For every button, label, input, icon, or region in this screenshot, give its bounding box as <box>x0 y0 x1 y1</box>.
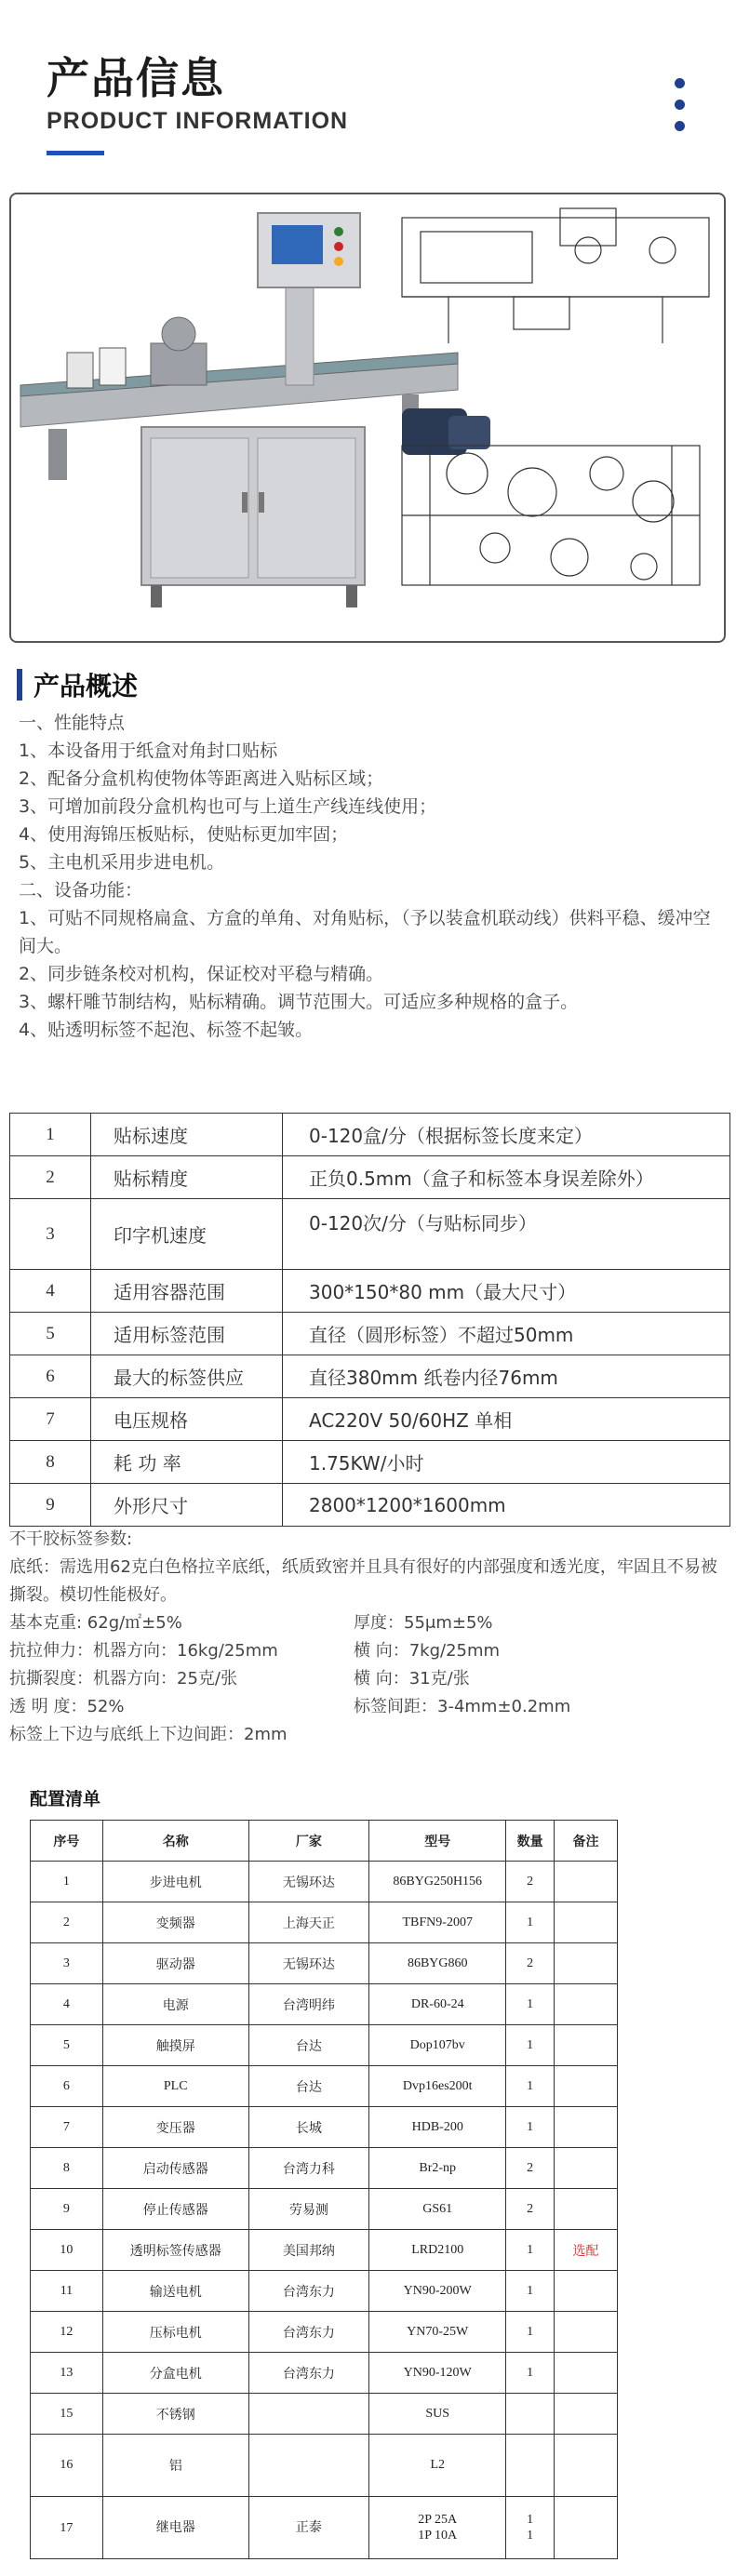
config-cell: 步进电机 <box>102 1862 248 1902</box>
config-cell: 11 <box>31 2271 103 2312</box>
config-cell: Br2-np <box>369 2148 506 2189</box>
labeling-machine-illustration <box>11 194 726 643</box>
config-cell: 美国邦纳 <box>248 2230 369 2271</box>
spec-value: 直径（圆形标签）不超过50mm <box>283 1313 730 1355</box>
config-cell: 12 <box>31 2312 103 2353</box>
config-cell: GS61 <box>369 2189 506 2230</box>
param-left: 透 明 度：52% <box>9 1697 125 1716</box>
config-cell: 无锡环达 <box>248 1943 369 1984</box>
config-cell: 不锈钢 <box>102 2394 248 2435</box>
config-cell: Dvp16es200t <box>369 2066 506 2107</box>
config-cell: L2 <box>369 2435 506 2497</box>
table-row <box>31 1862 618 1902</box>
config-cell <box>555 2435 618 2497</box>
config-cell <box>506 2435 555 2497</box>
config-cell <box>555 2497 618 2559</box>
config-cell: 8 <box>31 2148 103 2189</box>
config-cell: 17 <box>31 2497 103 2559</box>
label-params-base: 底纸：需选用62克白色格拉辛底纸，纸质致密并且具有很好的内部强度和透光度，牢固且不易被撕裂。模切性能极好。 <box>9 1557 717 1605</box>
table-row <box>31 2025 618 2066</box>
title-underline <box>47 151 104 155</box>
table-row <box>31 1984 618 2025</box>
config-cell: 2 <box>506 2148 555 2189</box>
config-cell: 3 <box>31 1943 103 1984</box>
spec-value: 正负0.5mm（盒子和标签本身误差除外） <box>283 1156 730 1199</box>
overview-title: 产品概述 <box>33 671 139 701</box>
table-row <box>31 2312 618 2353</box>
label-params-row <box>9 1665 730 1693</box>
config-cell: 输送电机 <box>102 2271 248 2312</box>
config-cell: 1 <box>506 1984 555 2025</box>
label-params <box>9 1526 730 1749</box>
spec-name: 适用容器范围 <box>91 1270 283 1313</box>
table-row <box>10 1114 730 1156</box>
config-cell: 2 <box>506 1943 555 1984</box>
param-right: 标签间距：3-4mm±0.2mm <box>354 1697 571 1716</box>
config-cell: LRD2100 <box>369 2230 506 2271</box>
config-cell: 透明标签传感器 <box>102 2230 248 2271</box>
overview-line: 3、可增加前段分盒机构也可与上道生产线连线使用； <box>19 796 437 817</box>
config-cell <box>555 1943 618 1984</box>
spec-value: 0-120盒/分（根据标签长度来定） <box>283 1114 730 1156</box>
label-params-row <box>9 1609 730 1637</box>
config-cell: 台湾力科 <box>248 2148 369 2189</box>
config-cell: 压标电机 <box>102 2312 248 2353</box>
spec-num: 1 <box>10 1114 91 1156</box>
col-header: 数量 <box>506 1821 555 1862</box>
config-cell: DR-60-24 <box>369 1984 506 2025</box>
config-cell <box>555 2353 618 2394</box>
page-title: 产品信息 <box>47 53 225 103</box>
product-image <box>9 193 726 643</box>
table-row <box>31 2435 618 2497</box>
overview-line: 二、设备功能： <box>19 880 143 901</box>
config-cell: 启动传感器 <box>102 2148 248 2189</box>
config-cell: 台达 <box>248 2025 369 2066</box>
config-cell: 1 <box>506 2066 555 2107</box>
overview-line: 1、本设备用于纸盒对角封口贴标 <box>19 741 278 761</box>
config-subvalue: 1 <box>527 2529 534 2543</box>
config-cell: 10 <box>31 2230 103 2271</box>
overview-body <box>19 709 726 1044</box>
spec-value: 1.75KW/小时 <box>283 1441 730 1484</box>
config-cell: 铝 <box>102 2435 248 2497</box>
param-left: 抗撕裂度：机器方向：25克/张 <box>9 1669 237 1688</box>
param-right: 横 向：7kg/25mm <box>354 1641 501 1661</box>
config-cell: 1 <box>506 1902 555 1943</box>
config-cell <box>555 2066 618 2107</box>
table-row <box>10 1484 730 1527</box>
config-subvalue: 2P 25A <box>418 2513 458 2527</box>
config-cell: 7 <box>31 2107 103 2148</box>
config-cell <box>506 2394 555 2435</box>
config-cell <box>506 2497 555 2559</box>
overview-line: 5、主电机采用步进电机。 <box>19 852 225 873</box>
config-cell: YN70-25W <box>369 2312 506 2353</box>
config-subvalue: 1P 10A <box>418 2529 458 2543</box>
config-table <box>30 1820 618 2559</box>
config-cell <box>555 2025 618 2066</box>
spec-name: 耗 功 率 <box>91 1441 283 1484</box>
table-row <box>10 1270 730 1313</box>
config-cell: 4 <box>31 1984 103 2025</box>
label-params-row <box>9 1637 730 1665</box>
spec-num: 3 <box>10 1199 91 1270</box>
overview-line: 4、贴透明标签不起泡、标签不起皱。 <box>19 1020 314 1040</box>
config-cell: 台湾明纬 <box>248 1984 369 2025</box>
config-cell: 2 <box>31 1902 103 1943</box>
config-cell: 无锡环达 <box>248 1862 369 1902</box>
config-cell: 分盒电机 <box>102 2353 248 2394</box>
config-cell: 5 <box>31 2025 103 2066</box>
config-cell <box>555 2312 618 2353</box>
config-cell: PLC <box>102 2066 248 2107</box>
col-header: 名称 <box>102 1821 248 1862</box>
col-header: 厂家 <box>248 1821 369 1862</box>
config-cell: 2 <box>506 1862 555 1902</box>
spec-value: 0-120次/分（与贴标同步） <box>283 1199 730 1270</box>
table-row <box>31 2107 618 2148</box>
config-cell <box>555 1862 618 1902</box>
table-row <box>31 1902 618 1943</box>
param-right: 横 向：31克/张 <box>354 1669 470 1688</box>
overview-line: 2、同步链条校对机构，保证校对平稳与精确。 <box>19 964 384 984</box>
config-title: 配置清单 <box>30 1790 101 1809</box>
spec-name: 电压规格 <box>91 1398 283 1441</box>
spec-value: AC220V 50/60HZ 单相 <box>283 1398 730 1441</box>
config-cell: 继电器 <box>102 2497 248 2559</box>
spec-value: 2800*1200*1600mm <box>283 1484 730 1527</box>
spec-name: 贴标精度 <box>91 1156 283 1199</box>
table-row <box>10 1313 730 1355</box>
param-right: 厚度：55μm±5% <box>354 1613 493 1633</box>
config-cell: 长城 <box>248 2107 369 2148</box>
table-row <box>10 1199 730 1270</box>
page-subtitle: PRODUCT INFORMATION <box>47 108 349 134</box>
table-row <box>10 1156 730 1199</box>
header <box>0 0 736 177</box>
table-row <box>10 1398 730 1441</box>
config-header-row <box>31 1821 618 1862</box>
config-cell: 1 <box>506 2353 555 2394</box>
config-cell: 1 <box>31 1862 103 1902</box>
config-cell: 台达 <box>248 2066 369 2107</box>
config-cell: TBFN9-2007 <box>369 1902 506 1943</box>
config-cell: 1 <box>506 2107 555 2148</box>
config-cell <box>555 2394 618 2435</box>
table-row <box>31 2497 618 2559</box>
config-subvalue: 1 <box>527 2513 534 2527</box>
spec-value: 300*150*80 mm（最大尺寸） <box>283 1270 730 1313</box>
overview-line: 一、性能特点 <box>19 713 126 733</box>
spec-num: 9 <box>10 1484 91 1527</box>
config-cell: 13 <box>31 2353 103 2394</box>
config-cell <box>555 2107 618 2148</box>
config-cell: 16 <box>31 2435 103 2497</box>
table-row <box>31 2230 618 2271</box>
overview-line: 4、使用海锦压板贴标，使贴标更加牢固； <box>19 824 349 845</box>
spec-name: 印字机速度 <box>91 1199 283 1270</box>
col-header: 备注 <box>555 1821 618 1862</box>
label-params-last: 标签上下边与底纸上下边间距：2mm <box>9 1725 288 1744</box>
table-row <box>10 1441 730 1484</box>
config-cell: 台湾东力 <box>248 2353 369 2394</box>
table-row <box>31 2066 618 2107</box>
config-cell <box>555 1902 618 1943</box>
config-cell: 选配 <box>555 2230 618 2271</box>
config-cell: 86BYG860 <box>369 1943 506 1984</box>
vertical-dots-icon <box>675 78 688 142</box>
spec-num: 8 <box>10 1441 91 1484</box>
col-header: 型号 <box>369 1821 506 1862</box>
label-params-title: 不干胶标签参数: <box>9 1529 133 1549</box>
config-body <box>31 1862 618 2559</box>
spec-name: 贴标速度 <box>91 1114 283 1156</box>
spec-value: 直径380mm 纸卷内径76mm <box>283 1355 730 1398</box>
spec-table <box>9 1113 730 1527</box>
spec-num: 7 <box>10 1398 91 1441</box>
label-params-row <box>9 1693 730 1721</box>
config-cell: Dop107bv <box>369 2025 506 2066</box>
config-cell: 2 <box>506 2189 555 2230</box>
config-cell: 6 <box>31 2066 103 2107</box>
spec-name: 最大的标签供应 <box>91 1355 283 1398</box>
spec-name: 外形尺寸 <box>91 1484 283 1527</box>
config-cell: 1 <box>506 2025 555 2066</box>
config-cell <box>555 2271 618 2312</box>
config-cell: 变频器 <box>102 1902 248 1943</box>
param-left: 抗拉伸力：机器方向：16kg/25mm <box>9 1641 278 1661</box>
config-cell: 86BYG250H156 <box>369 1862 506 1902</box>
overview-line: 3、螺杆雕节制结构，贴标精确。调节范围大。可适应多种规格的盒子。 <box>19 992 579 1012</box>
config-cell <box>555 2148 618 2189</box>
config-cell: 9 <box>31 2189 103 2230</box>
config-cell <box>248 2435 369 2497</box>
config-cell: 台湾东力 <box>248 2312 369 2353</box>
spec-num: 5 <box>10 1313 91 1355</box>
spec-num: 2 <box>10 1156 91 1199</box>
table-row <box>31 2394 618 2435</box>
config-cell: SUS <box>369 2394 506 2435</box>
config-cell: 驱动器 <box>102 1943 248 1984</box>
config-cell <box>369 2497 506 2559</box>
config-cell: YN90-120W <box>369 2353 506 2394</box>
config-cell: 1 <box>506 2271 555 2312</box>
config-cell: 台湾东力 <box>248 2271 369 2312</box>
config-cell: 正泰 <box>248 2497 369 2559</box>
table-row <box>31 2148 618 2189</box>
spec-num: 6 <box>10 1355 91 1398</box>
config-cell: 1 <box>506 2312 555 2353</box>
config-cell <box>555 1984 618 2025</box>
table-row <box>31 2353 618 2394</box>
table-row <box>31 2189 618 2230</box>
config-cell: HDB-200 <box>369 2107 506 2148</box>
config-cell: 触摸屏 <box>102 2025 248 2066</box>
col-header: 序号 <box>31 1821 103 1862</box>
config-cell: 电源 <box>102 1984 248 2025</box>
overview-line: 1、可贴不同规格扁盒、方盒的单角、对角贴标，（予以装盒机联动线）供料平稳、缓冲空间大。 <box>19 908 711 956</box>
table-row <box>31 2271 618 2312</box>
heading-bar <box>17 669 22 701</box>
config-cell <box>555 2189 618 2230</box>
overview-line: 2、配备分盒机构使物体等距离进入贴标区域； <box>19 768 384 789</box>
config-cell: 上海天正 <box>248 1902 369 1943</box>
spec-num: 4 <box>10 1270 91 1313</box>
overview-heading <box>17 666 138 703</box>
spec-name: 适用标签范围 <box>91 1313 283 1355</box>
config-cell: 15 <box>31 2394 103 2435</box>
table-row <box>31 1943 618 1984</box>
config-cell: 劳易测 <box>248 2189 369 2230</box>
param-left: 基本克重: 62g/㎡±5% <box>9 1613 182 1633</box>
table-row <box>10 1355 730 1398</box>
config-cell: 变压器 <box>102 2107 248 2148</box>
config-cell <box>248 2394 369 2435</box>
config-cell: 停止传感器 <box>102 2189 248 2230</box>
config-cell: 1 <box>506 2230 555 2271</box>
config-cell: YN90-200W <box>369 2271 506 2312</box>
